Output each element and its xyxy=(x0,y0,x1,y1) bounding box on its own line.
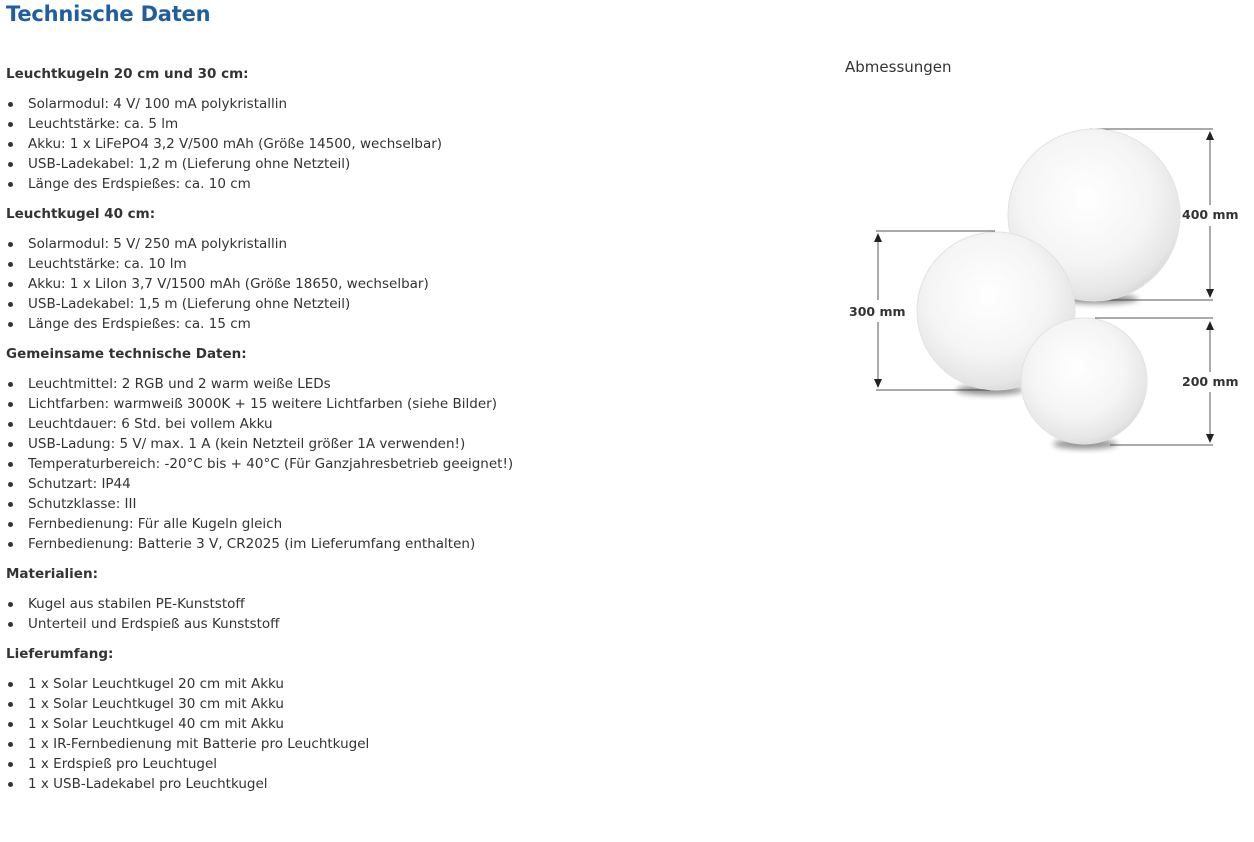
list-item-text: Leuchtstärke: ca. 5 lm xyxy=(28,116,179,132)
section-heading: Gemeinsame technische Daten: xyxy=(6,346,247,362)
list-item-text: Fernbedienung: Für alle Kugeln gleich xyxy=(28,516,283,532)
section-heading: Materialien: xyxy=(6,566,98,582)
list-item-text: Kugel aus stabilen PE-Kunststoff xyxy=(28,596,245,612)
list-item-text: 1 x Solar Leuchtkugel 20 cm mit Akku xyxy=(28,676,284,692)
dimension-200-label: 200 mm xyxy=(1182,374,1239,389)
dimensions-panel xyxy=(845,56,1245,476)
list-item-text: Akku: 1 x LiFePO4 3,2 V/500 mAh (Größe 14500, wechselbar) xyxy=(28,136,443,152)
list-item-text: Leuchtdauer: 6 Std. bei vollem Akku xyxy=(28,416,273,432)
list-item-text: Schutzart: IP44 xyxy=(28,476,131,492)
list-item-text: 1 x Erdspieß pro Leuchtugel xyxy=(28,756,217,772)
section-heading: Leuchtkugel 40 cm: xyxy=(6,206,156,222)
list-item-text: 1 x Solar Leuchtkugel 40 cm mit Akku xyxy=(28,716,284,732)
list-item-text: 1 x USB-Ladekabel pro Leuchtkugel xyxy=(28,776,268,792)
list-item-text: Unterteil und Erdspieß aus Kunststoff xyxy=(28,616,280,632)
page-title: Technische Daten xyxy=(6,2,211,26)
dimensions-title: Abmessungen xyxy=(845,58,952,76)
list-item-text: Leuchtmittel: 2 RGB und 2 warm weiße LEDs xyxy=(28,376,331,392)
section-heading: Leuchtkugeln 20 cm und 30 cm: xyxy=(6,66,249,82)
dimension-300-label: 300 mm xyxy=(849,304,906,319)
list-item-text: USB-Ladekabel: 1,2 m (Lieferung ohne Netzteil) xyxy=(28,156,351,172)
list-item-text: 1 x IR-Fernbedienung mit Batterie pro Leuchtkugel xyxy=(28,736,370,752)
list-item-text: Solarmodul: 4 V/ 100 mA polykristallin xyxy=(28,96,288,112)
section-heading: Lieferumfang: xyxy=(6,646,114,662)
list-item-text: Fernbedienung: Batterie 3 V, CR2025 (im Lieferumfang enthalten) xyxy=(28,536,476,552)
list-item-text: 1 x Solar Leuchtkugel 30 cm mit Akku xyxy=(28,696,284,712)
list-item-text: Lichtfarben: warmweiß 3000K + 15 weitere Lichtfarben (siehe Bilder) xyxy=(28,396,497,412)
list-item-text: Schutzklasse: III xyxy=(28,496,137,512)
list-item-text: Akku: 1 x LiIon 3,7 V/1500 mAh (Größe 18650, wechselbar) xyxy=(28,276,429,292)
list-item-text: Länge des Erdspießes: ca. 15 cm xyxy=(28,316,251,332)
sphere-20cm xyxy=(1021,318,1147,444)
list-item-text: Leuchtstärke: ca. 10 lm xyxy=(28,256,187,272)
list-item-text: Temperaturbereich: -20°C bis + 40°C (Für Ganzjahresbetrieb geeignet!) xyxy=(28,456,514,472)
list-item-text: Länge des Erdspießes: ca. 10 cm xyxy=(28,176,251,192)
list-item-text: Solarmodul: 5 V/ 250 mA polykristallin xyxy=(28,236,288,252)
list-item-text: USB-Ladekabel: 1,5 m (Lieferung ohne Netzteil) xyxy=(28,296,351,312)
dimension-400-label: 400 mm xyxy=(1182,207,1239,222)
list-item-text: USB-Ladung: 5 V/ max. 1 A (kein Netzteil größer 1A verwenden!) xyxy=(28,436,466,452)
